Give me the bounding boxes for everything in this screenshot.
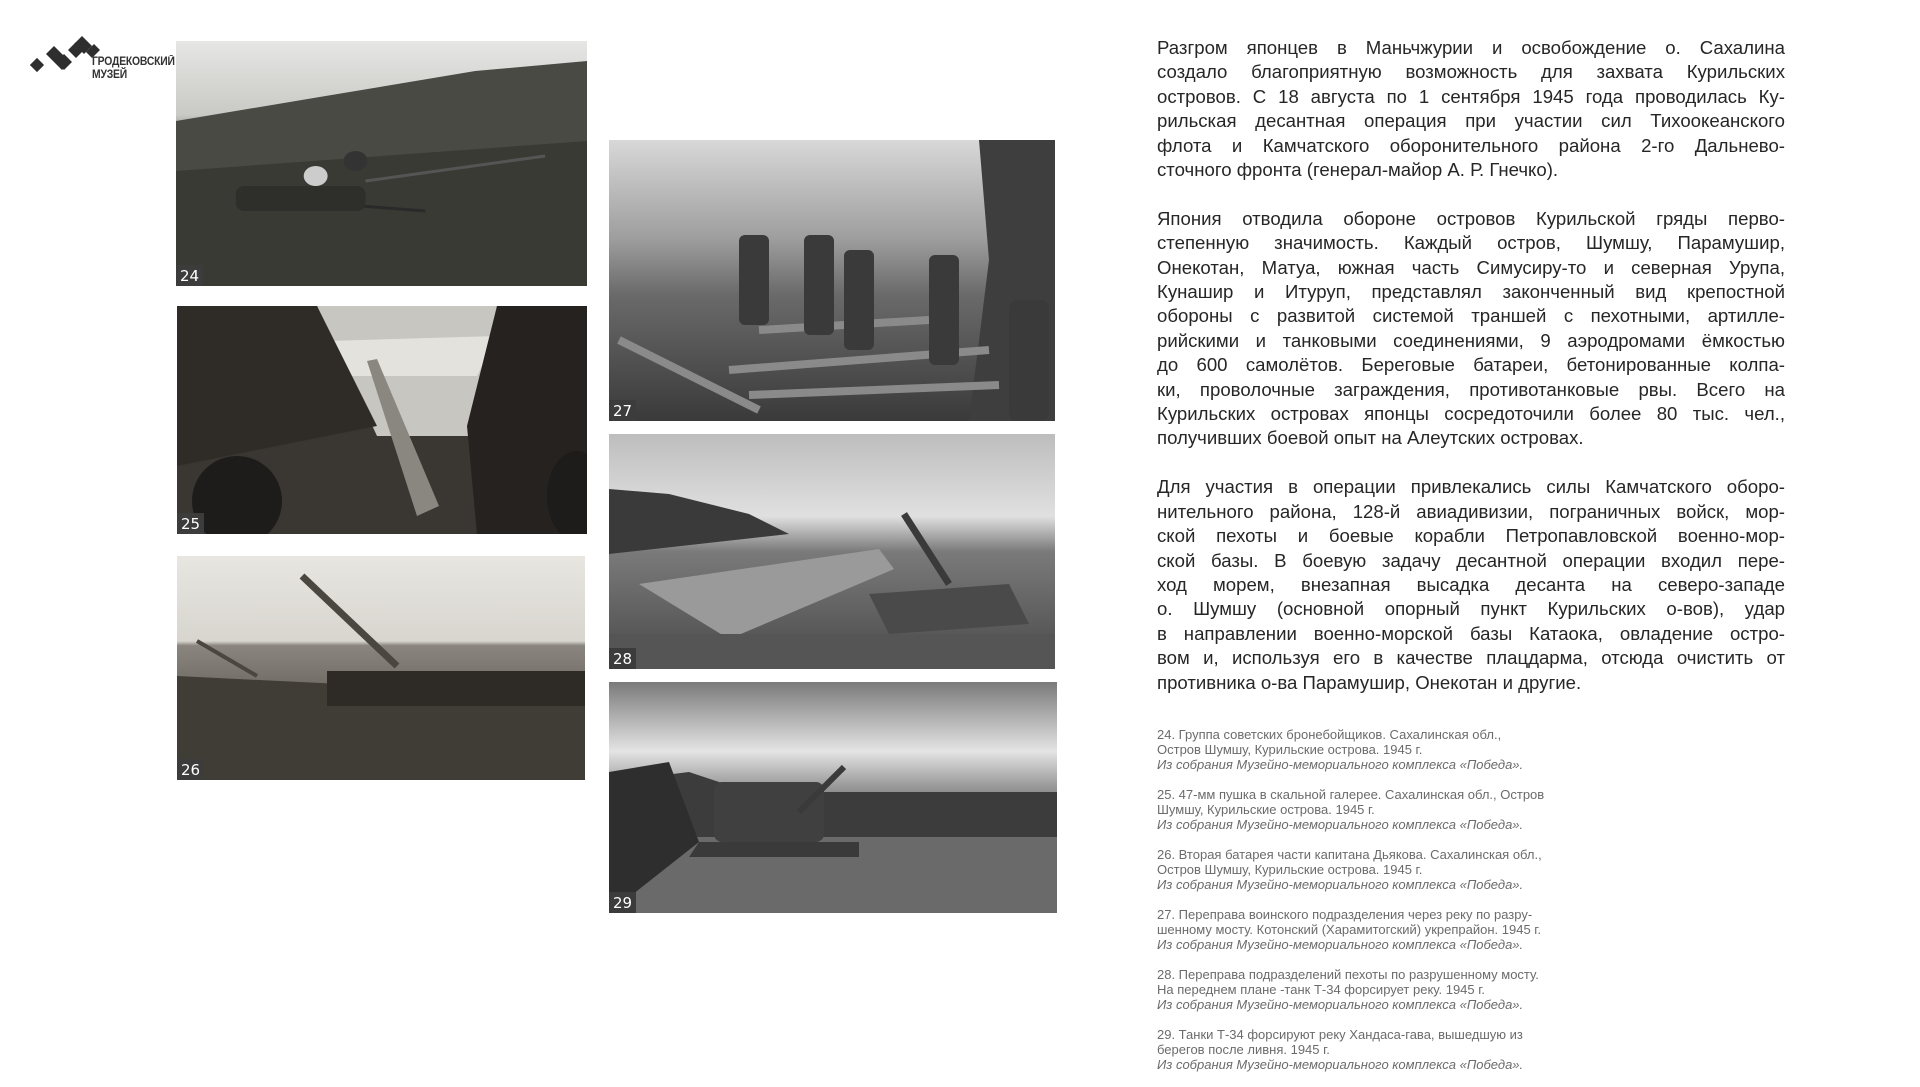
paragraph-2 <box>1157 207 1785 451</box>
photo-29 <box>609 682 1057 913</box>
text-line: рийскими и танковыми соединениями, 9 аэродромами ёмкостью <box>1157 329 1785 351</box>
caption-source: Из собрания Музейно-мемориального комплекса «Победа». <box>1157 997 1524 1012</box>
photo-number-badge: 25 <box>177 513 204 534</box>
caption-source: Из собрания Музейно-мемориального комплекса «Победа». <box>1157 877 1524 892</box>
photo-26-image <box>177 556 585 780</box>
caption-text: Шумшу, Курильские острова. 1945 г. <box>1157 802 1375 817</box>
paragraph-1 <box>1157 36 1785 182</box>
caption-text: Остров Шумшу, Курильские острова. 1945 г. <box>1157 862 1423 877</box>
museum-logo <box>30 34 175 84</box>
caption-29 <box>1157 1027 1637 1072</box>
text-line: обороны с развитой системой траншей с пехотными, артилле- <box>1157 305 1785 327</box>
caption-25 <box>1157 787 1637 832</box>
caption-text: берегов после ливня. 1945 г. <box>1157 1042 1330 1057</box>
photo-number-badge: 26 <box>177 759 204 780</box>
photo-26 <box>177 556 585 780</box>
caption-text: 28. Переправа подразделений пехоты по разрушенному мосту. <box>1157 967 1539 982</box>
caption-text: 25. 47-мм пушка в скальной галерее. Сахалинская обл., Остров <box>1157 787 1545 802</box>
photo-24 <box>176 41 587 286</box>
caption-text: шенному мосту. Котонский (Харамитогский) укрепрайон. 1945 г. <box>1157 922 1542 937</box>
photo-number-badge: 27 <box>609 400 636 421</box>
text-line: степенную значимость. Каждый остров, Шумшу, Парамушир, <box>1157 232 1785 254</box>
text-line: Курильских островах японцы сосредоточили более 80 тыс. чел., <box>1157 403 1785 425</box>
text-line: нительного района, 128-й авиадивизии, пограничных войск, мор- <box>1157 500 1785 522</box>
text-line: о. Шумшу (основной опорный пункт Курильских о-вов), удар <box>1157 598 1785 620</box>
text-line: создало благоприятную возможность для захвата Курильских <box>1157 61 1785 83</box>
text-line: Кунашир и Итуруп, представлял законченный вид крепостной <box>1157 281 1785 303</box>
article-body <box>1157 36 1785 719</box>
photo-29-image <box>609 682 1057 913</box>
text-line: островов. С 18 августа по 1 сентября 1945 года проводилась Ку- <box>1157 85 1785 107</box>
photo-number-badge: 24 <box>176 265 203 286</box>
photo-number-badge: 28 <box>609 648 636 669</box>
text-line: до 600 самолётов. Береговые батареи, бетонированные колпа- <box>1157 354 1785 376</box>
text-line: получивших боевой опыт на Алеутских островах. <box>1157 427 1584 449</box>
photo-24-image <box>176 41 587 286</box>
caption-text: 26. Вторая батарея части капитана Дьякова. Сахалинская обл., <box>1157 847 1542 862</box>
caption-text: 24. Группа советских бронебойщиков. Сахалинская обл., <box>1157 727 1502 742</box>
caption-source: Из собрания Музейно-мемориального комплекса «Победа». <box>1157 817 1524 832</box>
logo-line-2: МУЗЕЙ <box>92 69 127 81</box>
caption-27 <box>1157 907 1637 952</box>
text-line: Для участия в операции привлекались силы Камчатского оборо- <box>1157 476 1785 498</box>
caption-text: На переднем плане -танк Т-34 форсирует реку. 1945 г. <box>1157 982 1486 997</box>
text-line: Онекотан, Матуа, южная часть Симусиру-то и северная Урупа, <box>1157 256 1785 278</box>
text-line: ской базы. В боевую задачу десантной операции входил пере- <box>1157 549 1785 571</box>
text-line: противника о-ва Парамушир, Онекотан и другие. <box>1157 671 1582 693</box>
caption-text: Остров Шумшу, Курильские острова. 1945 г. <box>1157 742 1423 757</box>
caption-28 <box>1157 967 1637 1012</box>
text-line: Япония отводила обороне островов Курильской гряды перво- <box>1157 207 1785 229</box>
museum-logo-icon <box>30 34 100 84</box>
text-line: рильская десантная операция при участии сил Тихоокеанского <box>1157 110 1785 132</box>
text-line: Разгром японцев в Маньчжурии и освобождение о. Сахалина <box>1157 37 1785 58</box>
caption-text: 29. Танки Т-34 форсируют реку Хандаса-гава, вышедшую из <box>1157 1027 1523 1042</box>
text-line: в направлении военно-морской базы Катаока, овладение остро- <box>1157 622 1785 644</box>
text-line: ской пехоты и боевые корабли Петропавловской военно-мор- <box>1157 525 1785 547</box>
photo-28-image <box>609 434 1055 669</box>
caption-24 <box>1157 727 1637 772</box>
photo-captions <box>1157 727 1637 1087</box>
text-line: ки, проволочные заграждения, противотанковые рвы. Всего на <box>1157 378 1785 400</box>
caption-26 <box>1157 847 1637 892</box>
logo-text <box>92 56 175 82</box>
logo-line-1: ГРОДЕКОВСКИЙ <box>92 56 175 68</box>
photo-27 <box>609 140 1055 421</box>
photo-25-image <box>177 306 587 534</box>
photo-number-badge: 29 <box>609 892 636 913</box>
photo-25 <box>177 306 587 534</box>
caption-source: Из собрания Музейно-мемориального комплекса «Победа». <box>1157 1057 1524 1072</box>
caption-source: Из собрания Музейно-мемориального комплекса «Победа». <box>1157 757 1524 772</box>
text-line: сточного фронта (генерал-майор А. Р. Гнечко). <box>1157 159 1559 181</box>
caption-source: Из собрания Музейно-мемориального комплекса «Победа». <box>1157 937 1524 952</box>
photo-28 <box>609 434 1055 669</box>
photo-27-image <box>609 140 1055 421</box>
text-line: вом и, используя его в качестве плацдарма, отсюда очистить от <box>1157 647 1785 669</box>
text-line: ход морем, внезапная высадка десанта на северо-западе <box>1157 573 1785 595</box>
text-line: флота и Камчатского оборонительного района 2-го Дальнево- <box>1157 134 1785 156</box>
paragraph-3 <box>1157 475 1785 695</box>
caption-text: 27. Переправа воинского подразделения через реку по разру- <box>1157 907 1533 922</box>
